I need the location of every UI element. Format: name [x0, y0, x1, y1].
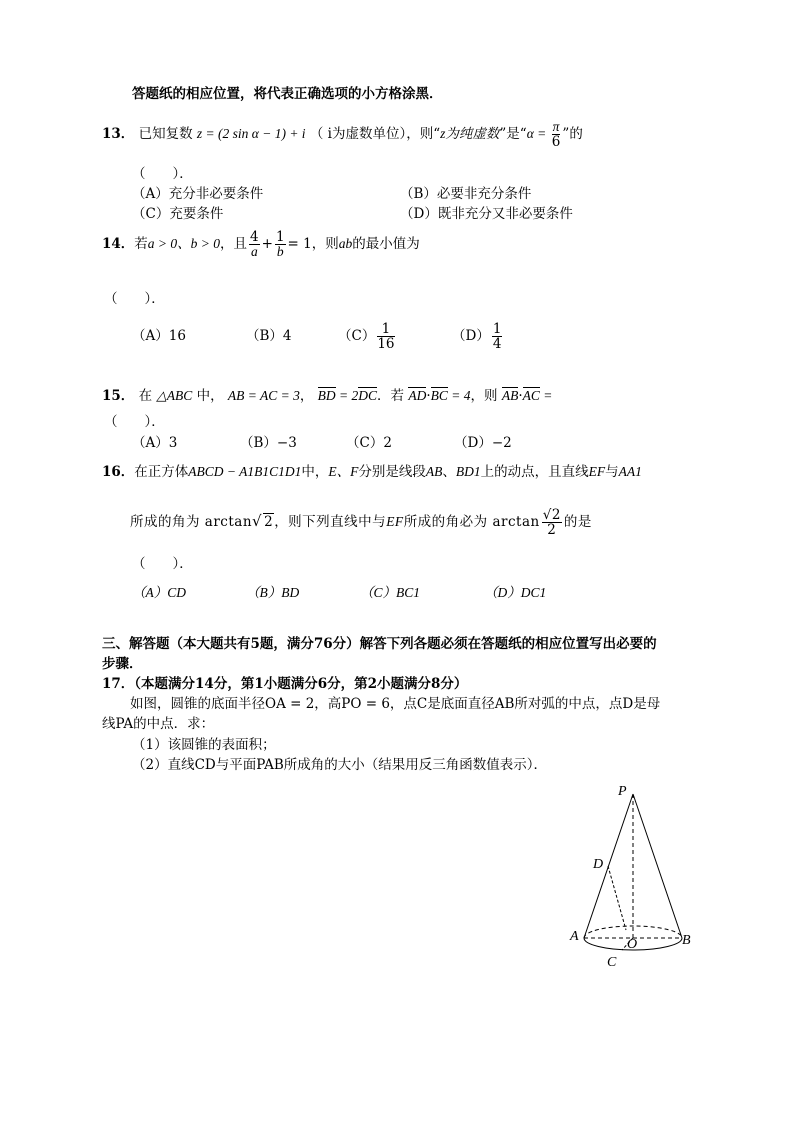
q15-option-a: （A）3: [132, 435, 178, 451]
q13-option-b: （B）必要非充分条件: [400, 186, 532, 202]
q14-option-c: （C） $\frac{1}{16}$: [338, 321, 395, 353]
q14-options: [132, 322, 504, 351]
q17-header: 17．（本题满分14分，第1小题满分6分，第2小题满分8分）: [102, 676, 468, 692]
q15-blank: （ ）．: [104, 414, 165, 430]
q14-ab: ab: [338, 236, 353, 252]
q13-mid2: ”是“: [499, 126, 527, 143]
label-o: O: [627, 937, 638, 952]
question-13: [102, 120, 583, 149]
question-15: 15． 在 △ABC 中， AB = AC = 3， BD = 2DC．若 AD·BC = 4，则 AB·AC =: [102, 388, 553, 404]
q15-triangle: △ABC: [156, 388, 193, 403]
q14-cond: a > 0、b > 0: [147, 236, 221, 252]
label-d: D: [593, 857, 604, 872]
q13-option-a: （A）充分非必要条件: [132, 186, 264, 202]
q14-end: ，则: [311, 236, 339, 253]
q16-cube: ABCD − A1B1C1D1: [188, 464, 302, 479]
q17-sub2: （2）直线CD与平面PAB所成角的大小（结果用反三角函数值表示）．: [132, 757, 548, 773]
q16-option-b: （B）BD: [246, 585, 300, 600]
q17-sub1: （1）该圆锥的表面积；: [132, 737, 276, 753]
q16-option-a: （A）CD: [132, 585, 186, 600]
q16-option-c: （C）BC1: [360, 585, 421, 600]
q13-note: （ i为虚数单位），则“: [309, 126, 441, 143]
q16-line2: 所成的角为 arctan√ 2，则下列直线中与EF所成的角必为 arctan $\frac{√2}{2}$ 的是: [130, 507, 592, 539]
q13-end: ”的: [562, 126, 583, 143]
q16-sqrt2: 2: [264, 514, 274, 531]
q15-option-c: （C）2: [346, 435, 392, 451]
q15-vec-bd: BD: [317, 388, 336, 403]
cone-figure: [560, 780, 710, 975]
q16-frac-sqrt2-2: $\frac{√2}{2}$: [542, 507, 561, 539]
label-b: B: [682, 933, 691, 948]
intro-text: 答题纸的相应位置，将代表正确选项的小方格涂黑．: [132, 86, 443, 102]
q16-number: 16．: [102, 464, 135, 480]
label-p: P: [618, 784, 627, 799]
q14-option-b: （B）4: [246, 328, 292, 345]
q15-vec-ac: AC: [522, 388, 540, 403]
q14-option-d: （D） $\frac{1}{4}$: [452, 321, 502, 353]
cone-slant-pb: [633, 794, 682, 938]
q13-option-d: （D）既非充分又非必要条件: [400, 206, 573, 222]
q14-option-a: （A）16: [132, 328, 186, 345]
section-3-title-line2: 步骤．: [102, 656, 143, 672]
q17-line2: 线PA的中点．求：: [102, 716, 215, 732]
section-3-title: 三、解答题（本大题共有5题，满分76分）解答下列各题必须在答题纸的相应位置写出必要的: [102, 636, 657, 652]
label-c: C: [607, 955, 617, 970]
q14-frac-1b: $\frac{1}{b}$: [275, 229, 285, 260]
q13-number: 13．: [102, 126, 135, 143]
q14-eq: = 1: [287, 236, 312, 253]
q13-mid: z为纯虚数: [440, 126, 500, 142]
q17-line1: 如图，圆锥的底面半径OA = 2，高PO = 6，点C是底面直径AB所对弧的中点，点D是母: [130, 696, 661, 712]
question-14: 14．若a > 0、b > 0，且 $\frac{4}{a}$ + $\frac{1}{b}$ = 1，则ab的最小值为: [102, 229, 420, 260]
q13-pre: 已知复数: [138, 126, 193, 143]
q14-end2: 的最小值为: [352, 236, 420, 253]
q16-blank: （ ）．: [132, 556, 193, 572]
q14-mid: ，且: [220, 236, 248, 253]
q15-vec-dc: DC: [358, 388, 378, 403]
q15-option-b: （B）−3: [240, 435, 297, 451]
q15-vec-ad: AD: [408, 388, 427, 403]
q13-alpha: α =: [526, 126, 550, 142]
q13-formula: z = (2 sin α − 1) + i: [196, 126, 306, 142]
q13-pi-over-6: $\frac{\pi}{6}$: [551, 119, 561, 151]
q13-option-c: （C）充要条件: [132, 206, 224, 222]
label-a: A: [570, 929, 579, 944]
q14-number: 14．: [102, 236, 135, 253]
segment-do: [608, 866, 626, 930]
q14-frac-4a: $\frac{4}{a}$: [250, 229, 259, 260]
q15-number: 15．: [102, 388, 135, 404]
q16-option-d: （D）DC1: [484, 585, 547, 600]
question-16: 16．在正方体ABCD − A1B1C1D1中，E、F分别是线段AB、BD1上的动点，且直线EF与AA1: [102, 464, 642, 480]
q15-vec-bc: BC: [430, 388, 448, 403]
q15-vec-ab: AB: [501, 388, 519, 403]
q13-blank: （ ）．: [132, 166, 193, 182]
q14-blank: （ ）．: [104, 291, 165, 307]
q14-pre: 若: [134, 236, 148, 253]
q15-option-d: （D）−2: [454, 435, 512, 451]
